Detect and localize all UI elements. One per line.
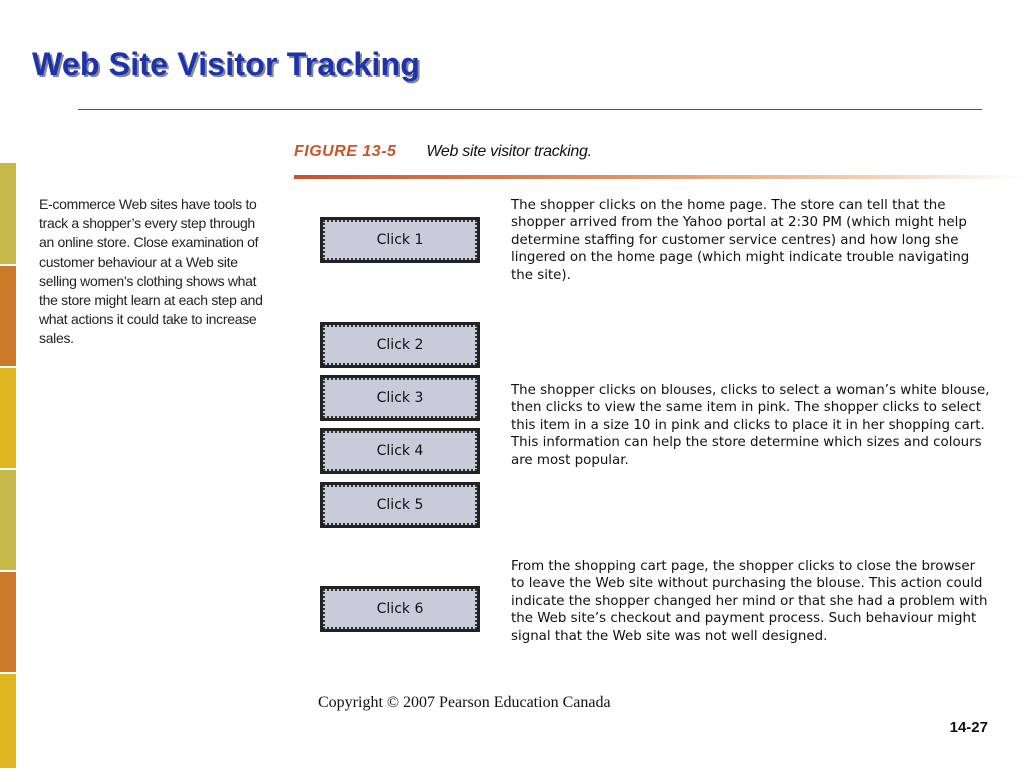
click-1-description: The shopper clicks on the home page. The store can tell that the shopper arrived from the Yahoo portal at 2:30 PM (which might help determine staffing for customer service centres) and how long she lingered on the home page (which might indicate trouble navigating the site). (511, 198, 970, 283)
left-decorative-bars (0, 163, 16, 768)
click-label: Click 4 (323, 431, 477, 471)
click-4-button[interactable] (320, 428, 480, 474)
click-1-button[interactable] (320, 217, 480, 263)
click-3-button[interactable] (320, 375, 480, 421)
title-divider (78, 109, 982, 110)
click-6-button[interactable] (320, 586, 480, 632)
left-bar (0, 674, 16, 770)
click-label: Click 2 (323, 325, 477, 365)
caption-divider (294, 175, 1024, 179)
figure-label: FIGURE 13-5 (294, 143, 397, 160)
left-bar (0, 470, 16, 572)
click-label: Click 5 (323, 485, 477, 525)
click-2-5-description: The shopper clicks on blouses, clicks to select a woman’s white blouse, then clicks to view the same item in pink. The shopper clicks to select this item in a size 10 in pink and clicks to place it in her shopping cart. This information can help the store determine which sizes and colours are most popular. (511, 383, 990, 468)
left-bar (0, 163, 16, 266)
figure-intro-text: E-commerce Web sites have tools to track a shopper’s every step through an online store. Close examination of customer behaviour at a Web site selling women’s clothing shows what the store might learn at each step and what actions it could take to increase sales. (39, 196, 263, 347)
click-label: Click 6 (323, 589, 477, 629)
click-label: Click 3 (323, 378, 477, 418)
click-label: Click 1 (323, 220, 477, 260)
copyright-notice: Copyright © 2007 Pearson Education Canada (318, 694, 611, 711)
figure-caption (294, 143, 592, 161)
slide-title: Web Site Visitor Tracking (32, 46, 420, 82)
left-bar (0, 572, 16, 674)
figure-title: Web site visitor tracking. (426, 143, 592, 160)
click-6-description: From the shopping cart page, the shopper clicks to close the browser to leave the Web site without purchasing the blouse. This action could indicate the shopper changed her mind or that she had a problem with the Web site’s checkout and payment process. Such behaviour might signal that the Web site was not well designed. (511, 559, 988, 644)
click-5-button[interactable] (320, 482, 480, 528)
page-number: 14-27 (949, 719, 988, 736)
left-bar (0, 368, 16, 470)
click-2-button[interactable] (320, 322, 480, 368)
left-bar (0, 266, 16, 368)
